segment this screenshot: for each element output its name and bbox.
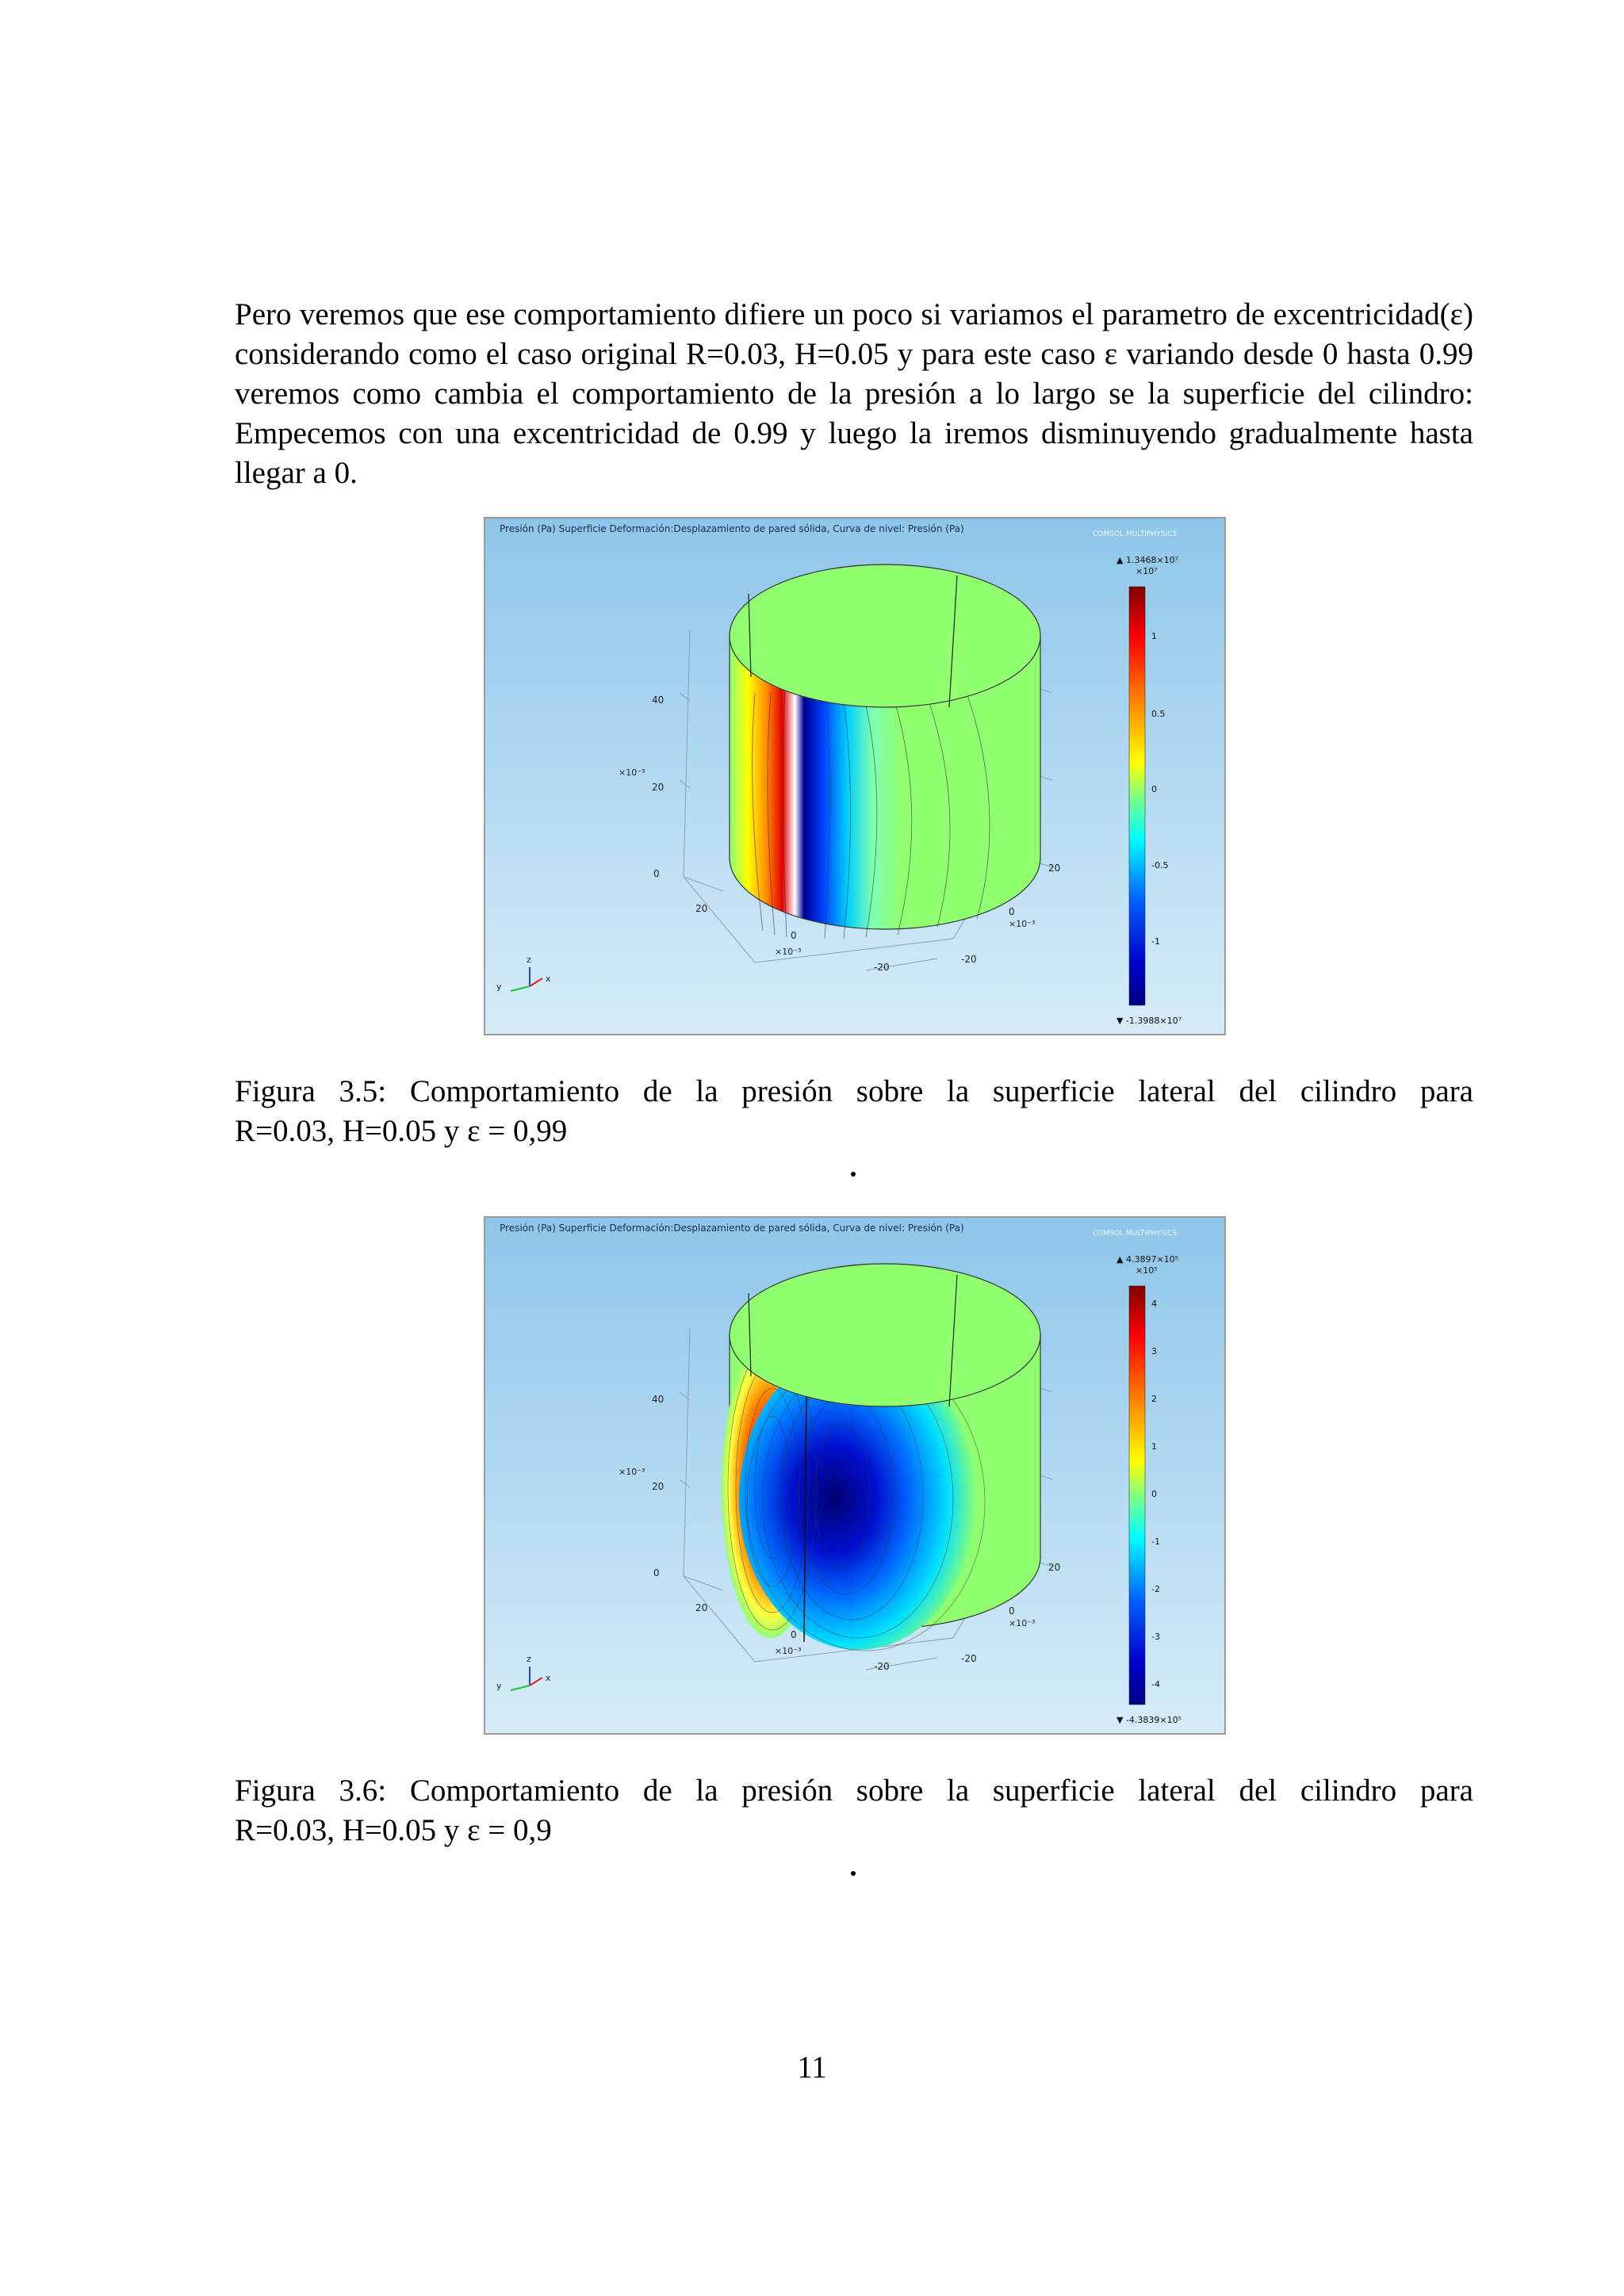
pressure-plot-eps-09 xyxy=(485,1218,1224,1733)
caption-line: R=0.03, H=0.05 y ε = 0,99 xyxy=(235,1114,568,1148)
x-tick-minus20: -20 xyxy=(874,962,890,973)
separator-dot xyxy=(851,1172,856,1177)
triad-z-label: z xyxy=(527,1654,531,1664)
figure-3-6 xyxy=(484,1216,1226,1735)
body-paragraph: Pero veremos que ese comportamiento difiere un poco si variamos el parametro de excentricidad(ε) considerando como el caso original R=0.03, H=0.05 y para este caso ε variando desde 0 hasta 0.99 veremos como cambia el comportamiento de la presión a lo largo se la superficie del cilindro: Empecemos con una excentricidad de 0.99 y luego la iremos disminuyendo gradualmente hasta llegar a 0. xyxy=(235,297,1473,490)
colorbar-max: ▲ 1.3468×10⁷ xyxy=(1116,555,1179,565)
y-tick-0: 0 xyxy=(1009,906,1015,917)
colorbar-tick-minus3: -3 xyxy=(1151,1632,1160,1642)
colorbar-tick-1: 1 xyxy=(1151,631,1157,641)
y-tick-20: 20 xyxy=(1048,863,1061,874)
pressure-plot-eps-099 xyxy=(485,519,1224,1034)
caption-figure-3-5 xyxy=(235,1072,1473,1151)
caption-line: R=0.03, H=0.05 y ε = 0,9 xyxy=(235,1813,552,1847)
colorbar-tick-0: 0 xyxy=(1151,784,1157,794)
y-tick-20: 20 xyxy=(1048,1562,1061,1573)
comsol-logo: COMSOL MULTIPHYSICS xyxy=(1093,1230,1178,1238)
colorbar-tick-minus1: -1 xyxy=(1151,936,1160,947)
z-axis-exponent: ×10⁻³ xyxy=(619,767,645,778)
colorbar-tick-4: 4 xyxy=(1151,1299,1157,1309)
colorbar-max: ▲ 4.3897×10⁵ xyxy=(1116,1254,1179,1265)
caption-line: Figura 3.6: Comportamiento de la presión sobre la superficie lateral del cilindro para xyxy=(235,1774,1473,1808)
colorbar-tick-0: 0 xyxy=(1151,1489,1157,1499)
comsol-logo: COMSOL MULTIPHYSICS xyxy=(1093,530,1178,538)
colorbar-tick-3: 3 xyxy=(1151,1346,1157,1357)
colorbar-min: ▼ -4.3839×10⁵ xyxy=(1116,1715,1182,1725)
z-tick-0: 0 xyxy=(653,1567,660,1578)
x-tick-0: 0 xyxy=(791,1629,797,1640)
caption-line: Figura 3.5: Comportamiento de la presión sobre la superficie lateral del cilindro para xyxy=(235,1074,1473,1108)
y-tick-minus20: -20 xyxy=(961,954,977,965)
colorbar-tick-0.5: 0.5 xyxy=(1151,709,1166,719)
figure-3-5 xyxy=(484,517,1226,1035)
colorbar-tick-1: 1 xyxy=(1151,1441,1157,1452)
caption-figure-3-6 xyxy=(235,1771,1473,1850)
colorbar-min: ▼ -1.3988×10⁷ xyxy=(1116,1016,1182,1026)
x-tick-0: 0 xyxy=(791,930,797,941)
triad-y-label: y xyxy=(496,1681,502,1691)
colorbar-exponent: ×10⁵ xyxy=(1136,1265,1158,1276)
y-axis-exponent: ×10⁻³ xyxy=(1009,919,1036,929)
z-axis-exponent: ×10⁻³ xyxy=(619,1467,645,1477)
cylinder xyxy=(722,1264,1040,1651)
colorbar-exponent: ×10⁷ xyxy=(1136,566,1158,576)
colorbar-tick-minus1: -1 xyxy=(1151,1536,1160,1547)
x-tick-minus20: -20 xyxy=(874,1661,890,1672)
triad-z-label: z xyxy=(527,955,531,965)
colorbar-tick-minus0.5: -0.5 xyxy=(1151,860,1169,871)
plot-header: Presión (Pa) Superficie Deformación:Desplazamiento de pared sólida, Curva de nivel: Presión (Pa) xyxy=(500,1223,964,1234)
triad-x-label: x xyxy=(546,974,551,984)
separator-dot xyxy=(851,1871,856,1876)
y-tick-0: 0 xyxy=(1009,1605,1015,1617)
cylinder xyxy=(730,564,1040,939)
triad-x-label: x xyxy=(546,1673,551,1683)
triad-y-label: y xyxy=(496,982,502,992)
y-axis-exponent: ×10⁻³ xyxy=(1009,1618,1036,1628)
colorbar-tick-2: 2 xyxy=(1151,1394,1157,1404)
colorbar-tick-minus4: -4 xyxy=(1151,1679,1160,1689)
z-tick-0: 0 xyxy=(653,868,660,879)
x-tick-20: 20 xyxy=(695,903,708,914)
page-number: 11 xyxy=(797,2050,827,2084)
colorbar-tick-minus2: -2 xyxy=(1151,1584,1160,1594)
z-tick-40: 40 xyxy=(652,1394,665,1405)
y-tick-minus20: -20 xyxy=(961,1653,977,1664)
x-axis-exponent: ×10⁻³ xyxy=(775,947,802,957)
z-tick-20: 20 xyxy=(652,782,665,793)
z-tick-40: 40 xyxy=(652,695,665,706)
plot-header: Presión (Pa) Superficie Deformación:Desplazamiento de pared sólida, Curva de nivel: Presión (Pa) xyxy=(500,523,964,534)
z-tick-20: 20 xyxy=(652,1481,665,1492)
x-axis-exponent: ×10⁻³ xyxy=(775,1646,802,1656)
x-tick-20: 20 xyxy=(695,1602,708,1613)
